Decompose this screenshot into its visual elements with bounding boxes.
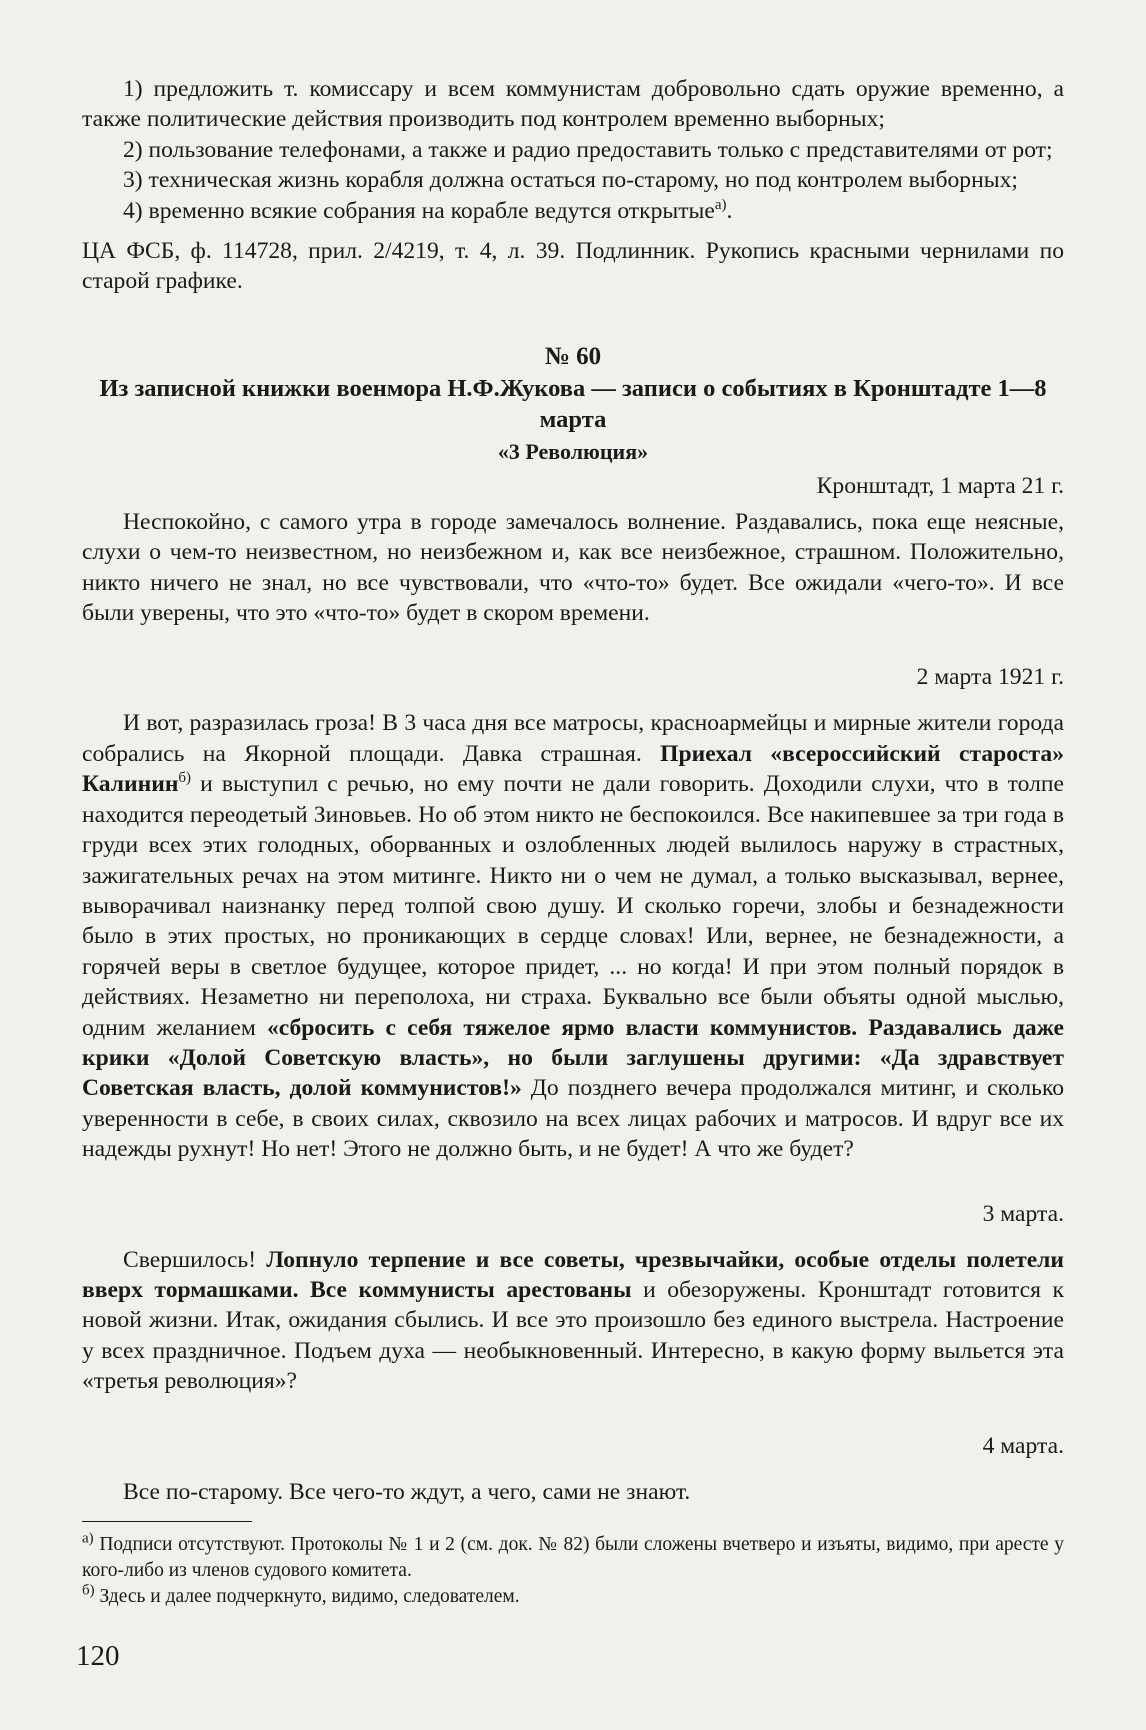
entry-2-date: 2 марта 1921 г. [916, 664, 1064, 691]
footnote-mark: а) [82, 1530, 94, 1547]
entry-2-part: И вот, разразилась гроза! В 3 часа дня все матросы, красноармейцы и мирные жители города собрались на Якорной площади. Давка страшная. [82, 710, 1064, 767]
footnote [82, 1532, 1064, 1584]
document-title: Из записной книжки военмора Н.Ф.Жукова — записи о событиях в Кронштадте 1—8 марта [99, 374, 1047, 433]
entry-3-underlined: Лопнуло терпение и все советы, чрезвычайки, особые отделы полетели вверх тормашками. Все коммунисты арестованы [82, 1246, 1064, 1303]
list-item-end: . [726, 197, 733, 224]
list-item-4 [82, 196, 1064, 226]
entry-4-text: Все по-старому. Все чего-то ждут, а чего, сами не знают. [123, 1478, 691, 1505]
place-date: Кронштадт, 1 марта 21 г. [816, 472, 1064, 499]
list-item: 2) пользование телефонами, а также и радио предоставить только с представителями от рот; [123, 136, 1053, 163]
footnote-mark: а) [714, 196, 727, 213]
entry-3-text [82, 1245, 1064, 1397]
footnote-divider [82, 1521, 252, 1522]
list-item: 1) предложить т. комиссару и всем коммунистам добровольно сдать оружие временно, а также политические действия производить под контролем временно выборных; [82, 76, 1064, 133]
footnote [82, 1584, 1064, 1610]
entry-2-part: и выступил с речью, но ему почти не дали говорить. Доходили слухи, что в толпе находится переодетый Зиновьев. Но об этом никто не беспокоился. Все накипевшее за три года в груди всех этих голодных, оборванных и озлобленных людей вылилось наружу в страстных, зажигательных речах на этом митинге. Никто ни о чем не думал, а только высказывал, вернее, выворачивал наизнанку перед толпой свою душу. И сколько горечи, злобы и безнадежности было в этих простых, но проникающих в сердце словах! Или, вернее, не безнадежности, а горячей веры в светлое будущее, которое придет, ... но когда! И при этом полный порядок в действиях. Незаметно ни переполоха, ни страха. Буквально все были объяты одной мыслью, одним желанием [82, 771, 1064, 1041]
entry-3-date: 3 марта. [982, 1200, 1064, 1227]
footnote-text: Здесь и далее подчеркнуто, видимо, следователем. [99, 1586, 520, 1607]
entry-1-text: Неспокойно, с самого утра в городе замечалось волнение. Раздавались, пока еще неясные, слухи о чем-то неизвестном, но неизбежном и, как все неизбежное, страшном. Положительно, никто ничего не знал, но все чувствовали, что «что-то» будет. Все ожидали «чего-то». И все были уверены, что это «что-то» будет в скором времени. [82, 508, 1064, 627]
list-item: 3) техническая жизнь корабля должна остаться по-старому, но под контролем выборных; [123, 167, 1018, 194]
entry-2-text [82, 708, 1064, 1164]
document-number: № 60 [544, 342, 602, 370]
footnote-mark: б) [178, 770, 192, 787]
list-item-text: 4) временно всякие собрания на корабле ведутся открытые [123, 197, 715, 224]
entry-3-part: Свершилось! [123, 1246, 267, 1273]
entry-3-part: и обезоружены. Кронштадт готовится к новой жизни. Итак, ожидания сбылись. И все это произошло без единого выстрела. Настроение у всех праздничное. Подъем духа — необыкновенный. Интересно, в какую форму выльется эта «третья революция»? [82, 1276, 1064, 1395]
page-body [82, 74, 1064, 1610]
footnote-text: Подписи отсутствуют. Протоколы № 1 и 2 (см. док. № 82) были сложены вчетверо и изъяты, видимо, при аресте у кого-либо из членов судового комитета. [82, 1534, 1064, 1581]
entry-2-underlined: «сбросить с себя тяжелое ярмо власти коммунистов. Раздавались даже крики «Долой Советскую власть», но были заглушены другими: «Да здравствует Советская власть, долой коммунистов!» [82, 1014, 1064, 1102]
entry-2-part: До позднего вечера продолжался митинг, и сколько уверенности в себе, в своих силах, сквозило на всех лицах рабочих и матросов. И вдруг все их надежды рухнут! Но нет! Этого не должно быть, и не будет! А что же будет? [82, 1075, 1065, 1163]
entry-4-date: 4 марта. [982, 1432, 1064, 1459]
source-note: ЦА ФСБ, ф. 114728, прил. 2/4219, т. 4, л. 39. Подлинник. Рукопись красными чернилами по старой графике. [82, 238, 1064, 295]
document-subtitle: «3 Революция» [497, 438, 649, 464]
entry-2-underlined: Приехал «всероссийский староста» Калинин [82, 740, 1064, 798]
page-number: 120 [76, 1640, 120, 1672]
footnote-mark: б) [82, 1582, 95, 1599]
